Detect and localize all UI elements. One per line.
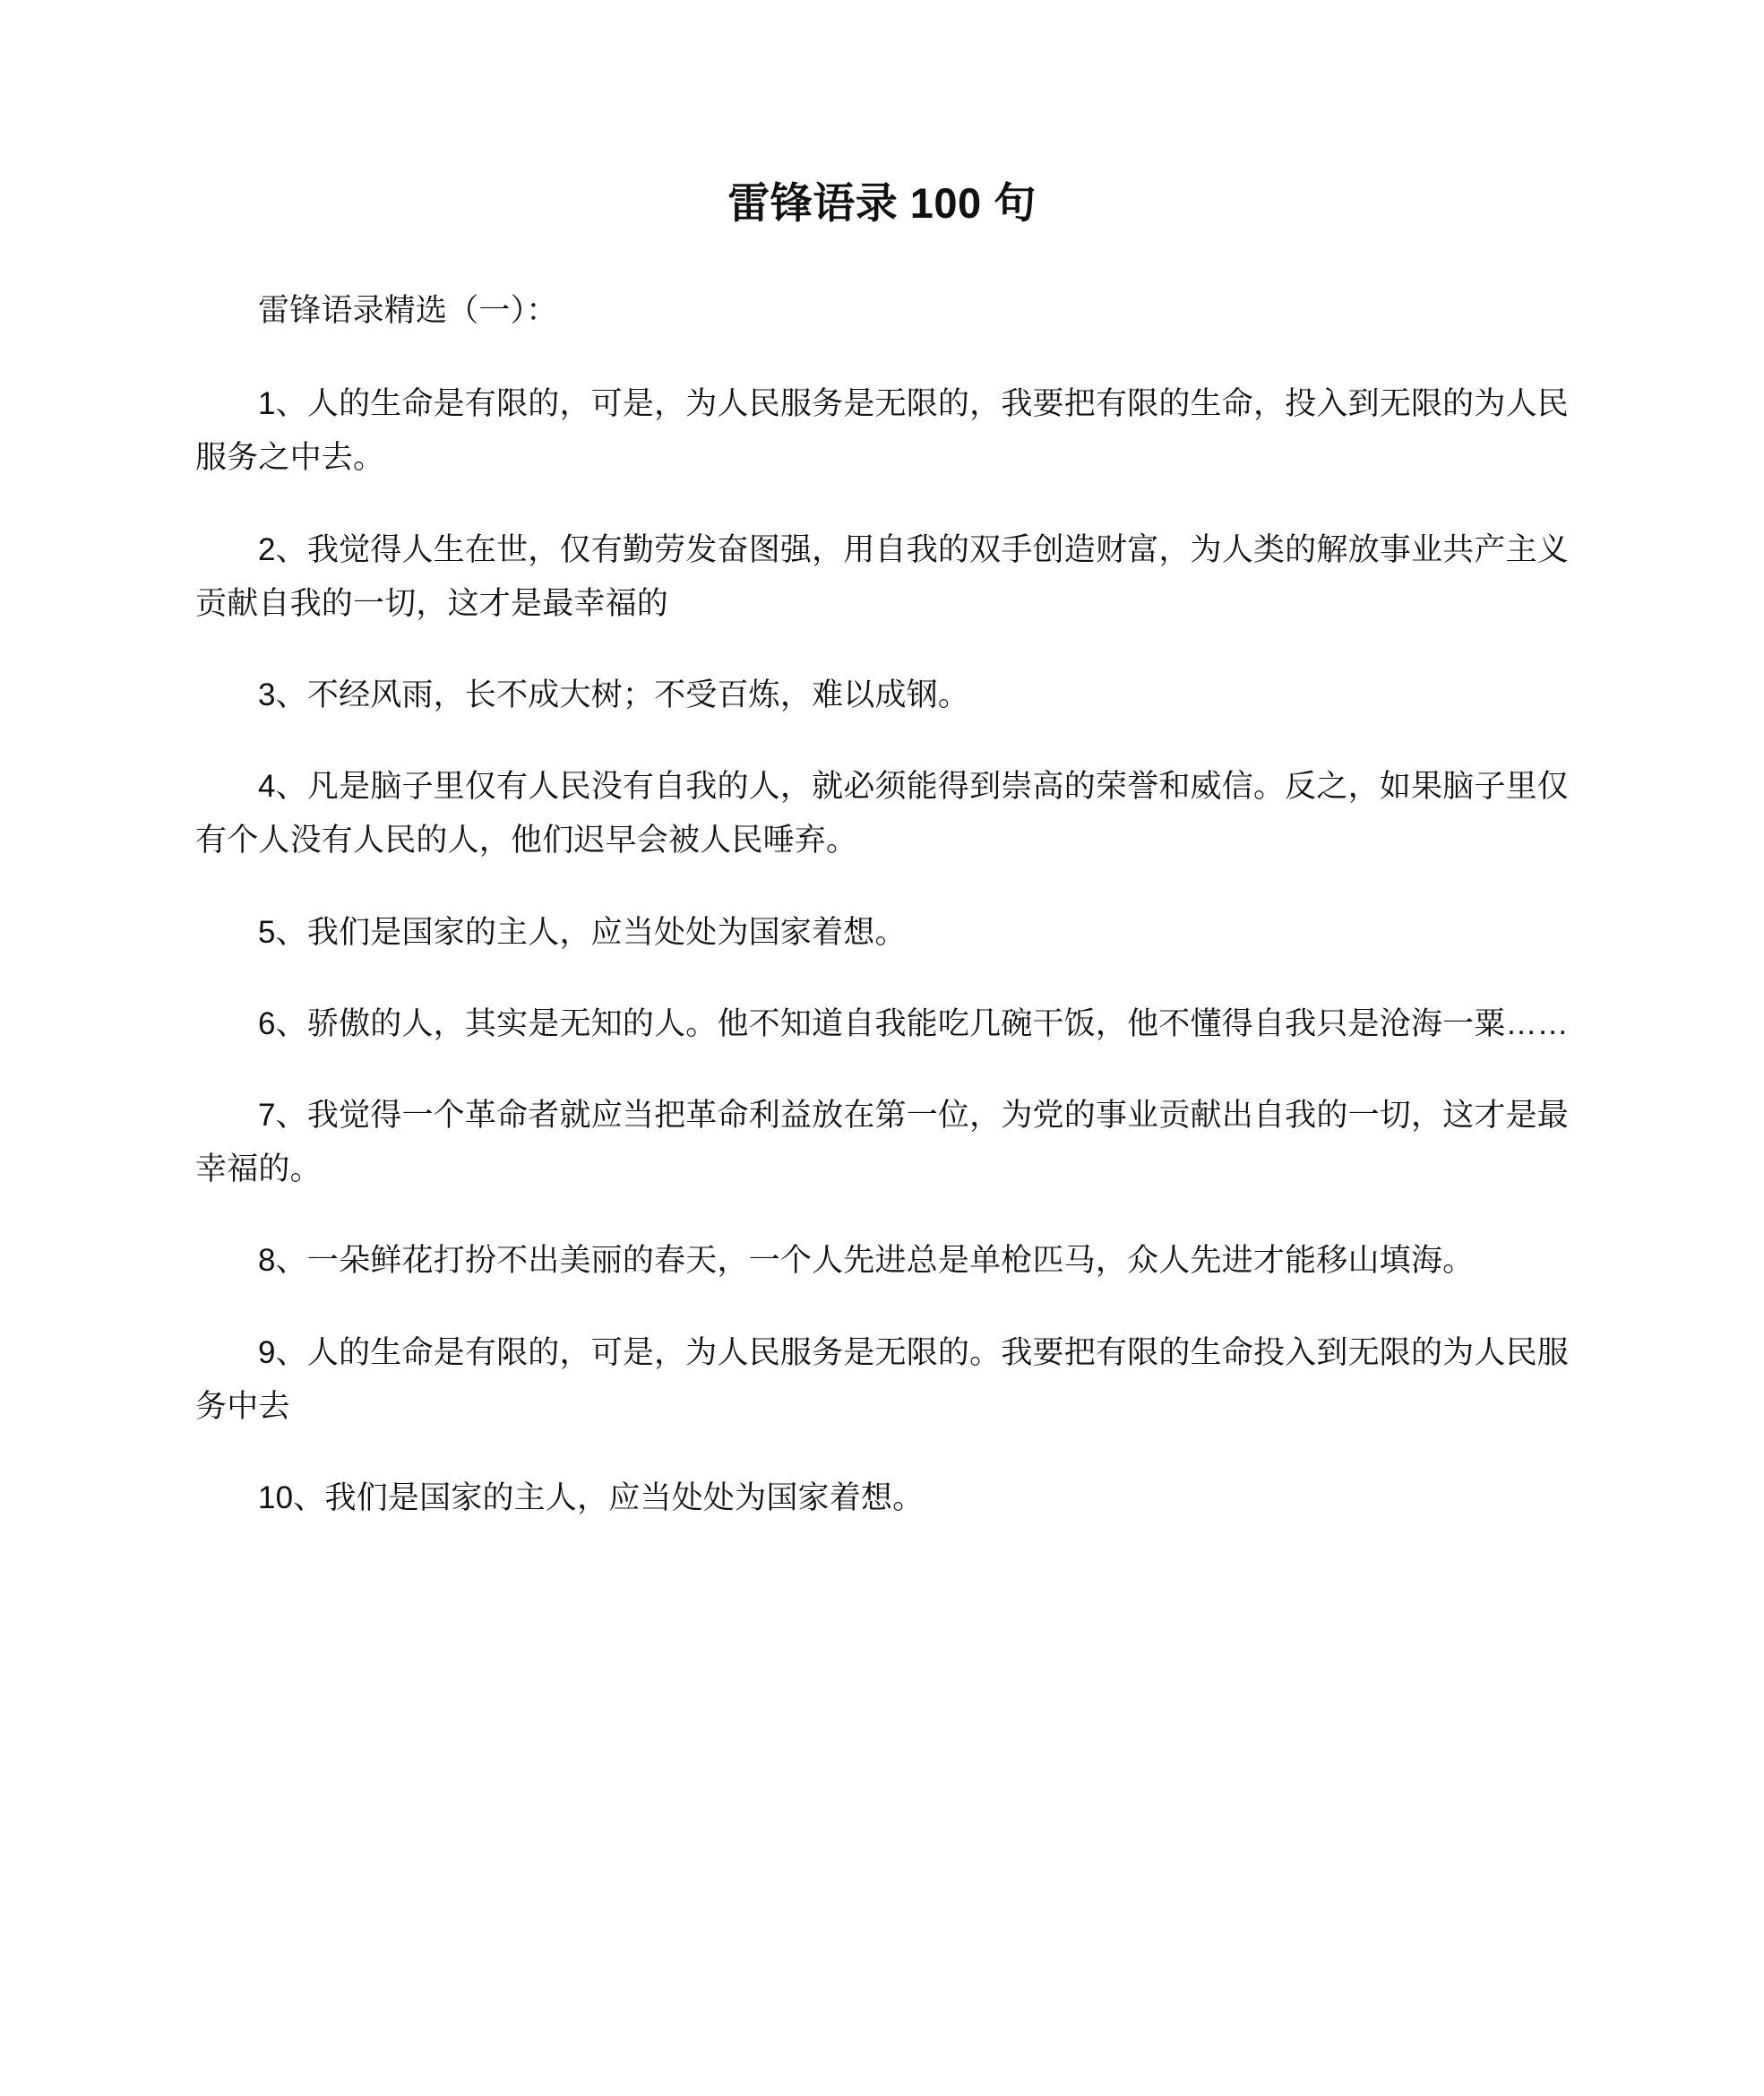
quote-item: 7、我觉得一个革命者就应当把革命利益放在第一位，为党的事业贡献出自我的一切，这才是最幸福的。 — [195, 1097, 1569, 1187]
quote-item: 2、我觉得人生在世，仅有勤劳发奋图强，用自我的双手创造财富，为人类的解放事业共产主义贡献自我的一切，这才是最幸福的 — [195, 531, 1569, 621]
quote-item: 9、人的生命是有限的，可是，为人民服务是无限的。我要把有限的生命投入到无限的为人民服务中去 — [195, 1334, 1569, 1424]
page-title: 雷锋语录 100 句 — [727, 179, 1037, 227]
quote-item: 1、人的生命是有限的，可是，为人民服务是无限的，我要把有限的生命，投入到无限的为人民服务之中去。 — [195, 386, 1569, 476]
quote-item: 3、不经风雨，长不成大树；不受百炼，难以成钢。 — [258, 677, 970, 713]
quote-item: 6、骄傲的人，其实是无知的人。他不知道自我能吃几碗干饭，他不懂得自我只是沧海一粟…… — [258, 1005, 1569, 1041]
quote-item: 4、凡是脑子里仅有人民没有自我的人，就必须能得到崇高的荣誉和威信。反之，如果脑子里仅有个人没有人民的人，他们迟早会被人民唾弃。 — [195, 769, 1569, 858]
quote-item: 5、我们是国家的主人，应当处处为国家着想。 — [258, 914, 907, 950]
quote-item: 8、一朵鲜花打扮不出美丽的春天，一个人先进总是单枪匹马，众人先进才能移山填海。 — [258, 1243, 1475, 1279]
quote-item: 10、我们是国家的主人，应当处处为国家着想。 — [258, 1479, 925, 1515]
section-label: 雷锋语录精选（一）： — [258, 293, 558, 329]
document-body — [195, 284, 1569, 1525]
